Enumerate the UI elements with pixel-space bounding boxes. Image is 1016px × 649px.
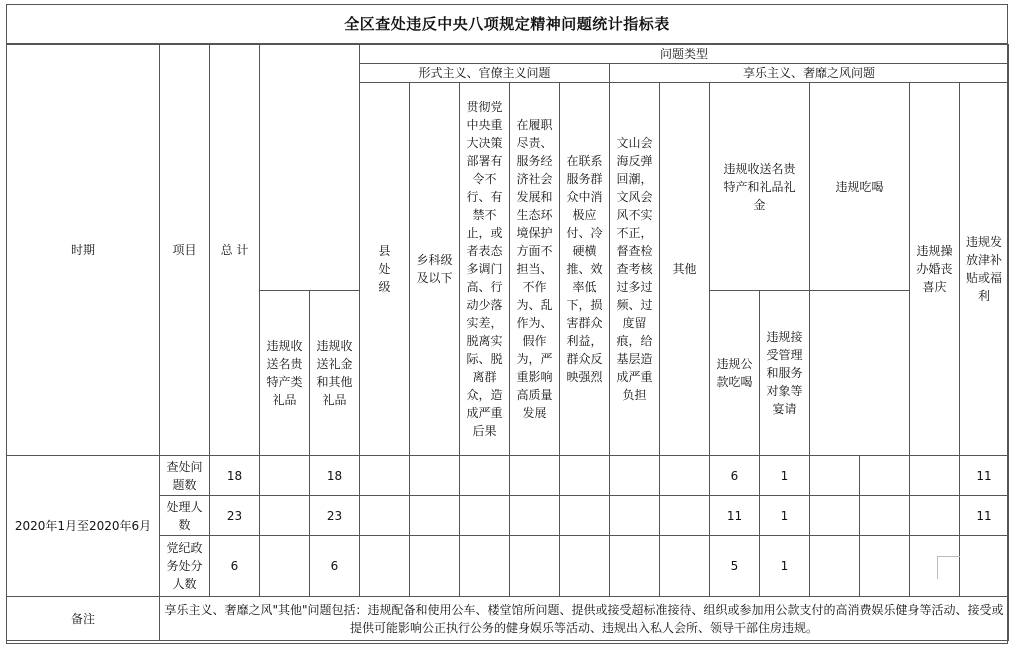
cell-eat-b: 1 <box>760 536 810 597</box>
cell <box>560 496 610 536</box>
cell <box>610 496 660 536</box>
cell-eat-a: 5 <box>710 536 760 597</box>
cell <box>810 536 860 597</box>
cell <box>660 536 710 597</box>
cell <box>560 536 610 597</box>
header-subsidy: 违规发放津补贴或福利 <box>960 83 1009 456</box>
header-township: 乡科级及以下 <box>410 83 460 456</box>
cell <box>360 456 410 496</box>
table-title: 全区查处违反中央八项规定精神问题统计指标表 <box>6 4 1008 44</box>
note-row <box>7 597 1009 641</box>
header-formalism-1: 贯彻党中央重大决策部署有令不行、有禁不止，或者表态多调门高、行动少落实差，脱离实际、脱离群众，造成严重后果 <box>460 83 510 456</box>
header-problem-type: 问题类型 <box>360 45 1009 64</box>
header-eat-b: 违规接受管理和服务对象等宴请 <box>760 291 810 456</box>
note-text: 享乐主义、奢靡之风"其他"问题包括：违规配备和使用公车、楼堂馆所问题、提供或接受超标准接待、组织或参加用公款支付的高消费娱乐健身等活动、接受或提供可能影响公正执行公务的健身娱乐等活动、违规出入私人会所、领导干部住房违规。 <box>160 597 1009 641</box>
cell <box>560 456 610 496</box>
header-blank <box>260 45 360 291</box>
cell <box>460 456 510 496</box>
cell-eat-b: 1 <box>760 456 810 496</box>
cell-township: 23 <box>310 496 360 536</box>
row-label: 查处问题数 <box>160 456 210 496</box>
header-gift-b: 违规收送礼金和其他礼品 <box>310 291 360 456</box>
cell-other <box>960 536 1009 597</box>
note-label: 备注 <box>7 597 160 641</box>
cell-county <box>260 536 310 597</box>
cell-county <box>260 456 310 496</box>
header-wedding: 违规操办婚丧喜庆 <box>910 83 960 456</box>
cell <box>860 536 910 597</box>
header-county: 县 处 级 <box>360 83 410 456</box>
cell-county <box>260 496 310 536</box>
header-total: 总 计 <box>210 45 260 456</box>
cell <box>410 536 460 597</box>
cell-eat-a: 11 <box>710 496 760 536</box>
header-formalism-4: 文山会海反弹回潮，文风会风不实不正，督查检查考核过多过频、过度留痕，给基层造成严重负担 <box>610 83 660 456</box>
cell <box>660 456 710 496</box>
cell <box>460 536 510 597</box>
cell-township: 6 <box>310 536 360 597</box>
header-formalism-2: 在履职尽责、服务经济社会发展和生态环境保护方面不担当、不作为、乱作为、假作为，严重影响高质量发展 <box>510 83 560 456</box>
cell <box>910 456 960 496</box>
cell-eat-a: 6 <box>710 456 760 496</box>
row-label: 处理人数 <box>160 496 210 536</box>
header-hedonism: 享乐主义、奢靡之风问题 <box>610 64 1009 83</box>
cell-other: 11 <box>960 496 1009 536</box>
resize-corner-mark <box>937 556 960 579</box>
header-gift-a: 违规收送名贵特产类礼品 <box>260 291 310 456</box>
row-label: 党纪政务处分人数 <box>160 536 210 597</box>
cell <box>510 496 560 536</box>
cell-total: 6 <box>210 536 260 597</box>
header-eat: 违规吃喝 <box>810 83 910 291</box>
header-formalism-3: 在联系服务群众中消极应付、冷硬横推、效率低下，损害群众利益，群众反映强烈 <box>560 83 610 456</box>
cell-other: 11 <box>960 456 1009 496</box>
cell <box>410 456 460 496</box>
cell <box>810 456 860 496</box>
header-period: 时期 <box>7 45 160 456</box>
cell <box>360 536 410 597</box>
cell-total: 18 <box>210 456 260 496</box>
cell-township: 18 <box>310 456 360 496</box>
cell <box>610 456 660 496</box>
header-formalism-other: 其他 <box>660 83 710 456</box>
header-formalism: 形式主义、官僚主义问题 <box>360 64 610 83</box>
cell <box>660 496 710 536</box>
cell <box>510 536 560 597</box>
cell <box>860 456 910 496</box>
cell <box>360 496 410 536</box>
header-gift: 违规收送名贵特产和礼品礼金 <box>710 83 810 291</box>
header-eat-a: 违规公款吃喝 <box>710 291 760 456</box>
cell <box>810 496 860 536</box>
cell <box>860 496 910 536</box>
period-value: 2020年1月至2020年6月 <box>7 456 160 597</box>
cell-total: 23 <box>210 496 260 536</box>
cell <box>510 456 560 496</box>
cell <box>610 536 660 597</box>
cell-eat-b: 1 <box>760 496 810 536</box>
statistics-table <box>6 44 1009 641</box>
cell <box>910 496 960 536</box>
cell <box>410 496 460 536</box>
header-item: 项目 <box>160 45 210 456</box>
table-row <box>7 456 1009 496</box>
cell <box>460 496 510 536</box>
